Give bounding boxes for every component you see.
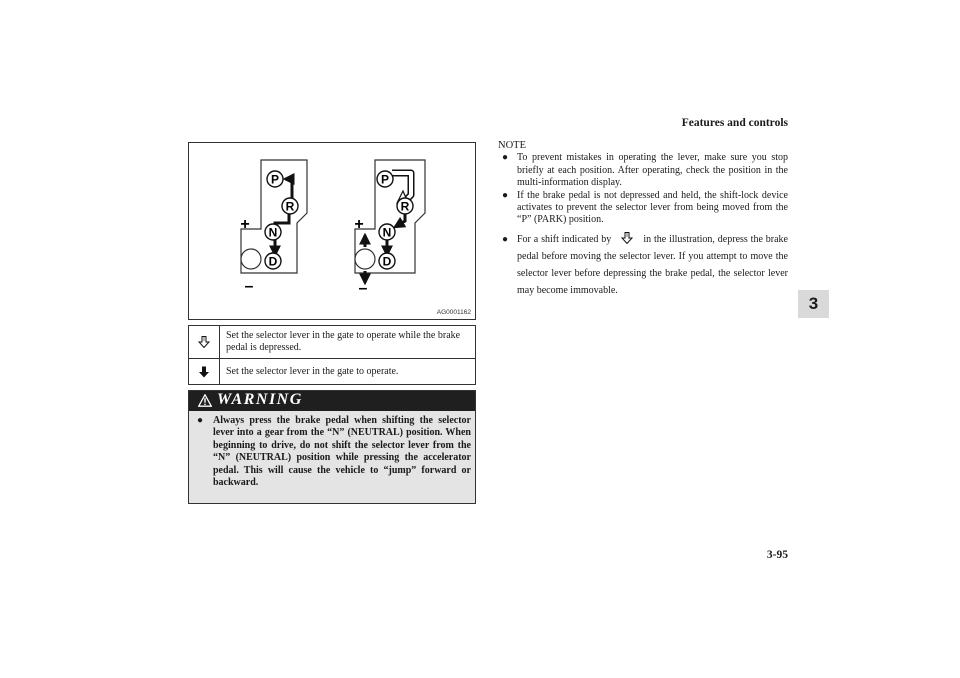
left-gate-knob bbox=[241, 249, 261, 269]
shift-gate-illustration bbox=[188, 142, 476, 320]
svg-text:P: P bbox=[380, 172, 390, 187]
illustration-code: AG0001162 bbox=[436, 309, 471, 316]
bullet: ● bbox=[502, 152, 509, 164]
note-item bbox=[498, 190, 788, 227]
note-section bbox=[498, 140, 788, 299]
warning-header bbox=[189, 391, 475, 411]
legend-text: Set the selector lever in the gate to operate. bbox=[226, 366, 399, 377]
legend-table bbox=[188, 325, 476, 385]
note-item bbox=[498, 231, 788, 299]
legend-row-solid bbox=[189, 359, 475, 384]
left-gear-n bbox=[265, 224, 281, 240]
left-gear-p bbox=[267, 171, 283, 187]
warning-body bbox=[197, 415, 471, 489]
svg-text:P: P bbox=[270, 172, 280, 187]
svg-text:R: R bbox=[285, 199, 295, 214]
warning-box bbox=[188, 390, 476, 504]
solid-down-arrow-icon bbox=[198, 366, 210, 378]
svg-text:N: N bbox=[268, 225, 278, 240]
note-item-text: To prevent mistakes in operating the lever, make sure you stop briefly at each position. After operating, check the position in the multi-information display. bbox=[517, 152, 788, 189]
right-gear-n bbox=[379, 224, 395, 240]
warning-triangle-icon bbox=[198, 394, 212, 407]
hollow-down-arrow-icon bbox=[621, 232, 633, 244]
svg-text:D: D bbox=[382, 254, 392, 269]
bullet: ● bbox=[502, 189, 509, 201]
right-minus-sign: – bbox=[358, 280, 368, 297]
svg-text:R: R bbox=[400, 199, 410, 214]
note-item-text: in the illustration, depress the brake pedal before moving the selector lever. If you attempt to move the selector lever before depressing the brake pedal, the selector lever may become immovable. bbox=[517, 233, 788, 296]
right-gear-p bbox=[377, 171, 393, 187]
hollow-down-arrow-icon bbox=[198, 336, 210, 348]
note-item-text: For a shift indicated by bbox=[517, 233, 612, 245]
left-gear-d bbox=[265, 253, 281, 269]
left-gear-r bbox=[282, 198, 298, 214]
bullet: ● bbox=[502, 233, 509, 245]
warning-text: Always press the brake pedal when shifting the selector lever into a gear from the “N” (NEUTRAL) position. When beginning to drive, do not shift the selector lever from the “N” (NEUTRAL) position while pressing the accelerator pedal. This will cause the vehicle to “jump” forward or backward. bbox=[213, 415, 471, 489]
left-plus-sign: + bbox=[240, 216, 250, 233]
page-number: 3-95 bbox=[766, 549, 788, 561]
left-minus-sign: – bbox=[244, 278, 254, 295]
legend-text: Set the selector lever in the gate to operate while the brake pedal is depressed. bbox=[226, 330, 461, 353]
right-gear-r bbox=[397, 198, 413, 214]
bullet: ● bbox=[197, 415, 204, 426]
right-gate-knob bbox=[355, 249, 375, 269]
right-gear-d bbox=[379, 253, 395, 269]
svg-text:N: N bbox=[382, 225, 392, 240]
right-plus-sign: + bbox=[354, 216, 364, 233]
note-item bbox=[498, 152, 788, 189]
chapter-tab: 3 bbox=[798, 290, 829, 318]
note-title: NOTE bbox=[498, 140, 526, 151]
svg-text:D: D bbox=[268, 254, 278, 269]
note-item-text: If the brake pedal is not depressed and held, the shift-lock device activates to prevent the selector lever from being moved from the “P” (PARK) position. bbox=[517, 189, 788, 226]
legend-row-hollow bbox=[189, 326, 475, 359]
section-title: Features and controls bbox=[681, 117, 788, 129]
warning-title: WARNING bbox=[217, 391, 303, 408]
shift-gate-diagrams bbox=[189, 143, 475, 319]
